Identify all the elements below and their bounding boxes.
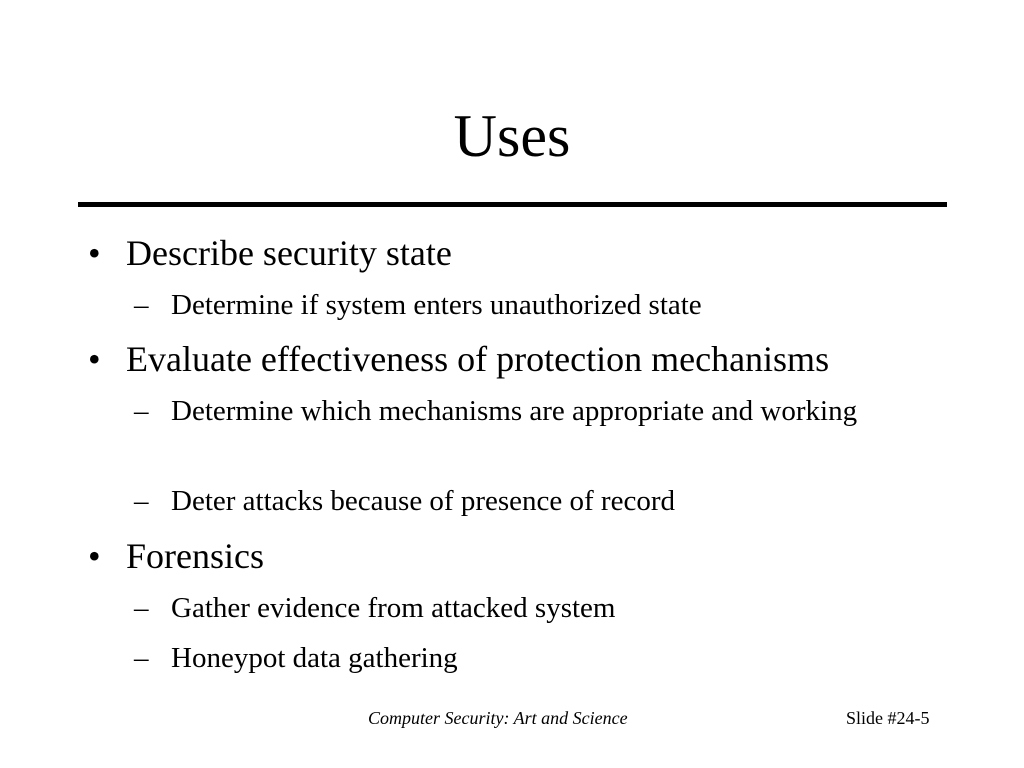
sub-item-text: Honeypot data gathering bbox=[171, 642, 458, 674]
bullet-marker: • bbox=[88, 536, 101, 576]
bullet-text: Forensics bbox=[126, 536, 264, 576]
bullet-text: Evaluate effectiveness of protection mechanisms bbox=[126, 339, 830, 379]
sub-item-text: Determine which mechanisms are appropriate and working bbox=[171, 395, 858, 427]
sub-item-text: Gather evidence from attacked system bbox=[171, 592, 616, 624]
bullet-marker: • bbox=[88, 339, 101, 379]
dash-marker: – bbox=[134, 395, 149, 427]
title-divider bbox=[78, 202, 947, 207]
footer-slide-number: Slide #24-5 bbox=[846, 708, 930, 728]
slide-title: Uses bbox=[453, 103, 571, 169]
bullet-marker: • bbox=[88, 233, 101, 273]
dash-marker: – bbox=[134, 485, 149, 517]
sub-item-text: Determine if system enters unauthorized state bbox=[171, 289, 702, 321]
dash-marker: – bbox=[134, 592, 149, 624]
dash-marker: – bbox=[134, 642, 149, 674]
dash-marker: – bbox=[134, 289, 149, 321]
sub-item-text: Deter attacks because of presence of record bbox=[171, 485, 675, 517]
bullet-text: Describe security state bbox=[126, 233, 452, 273]
footer-course-title: Computer Security: Art and Science bbox=[368, 708, 628, 728]
